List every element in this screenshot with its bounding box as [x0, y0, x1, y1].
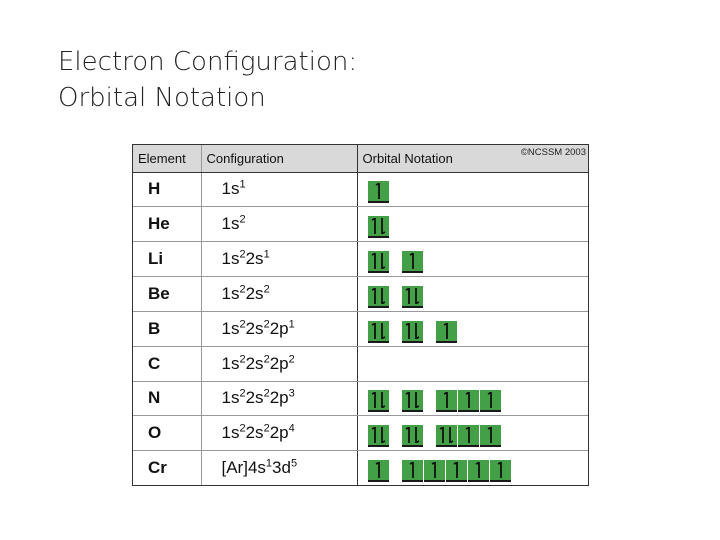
- spin-up-arrow-icon: [405, 427, 412, 443]
- subshell-orbitals: [402, 321, 424, 343]
- spin-down-arrow-icon: [379, 218, 386, 234]
- spin-down-arrow-icon: [379, 253, 386, 269]
- orbital-diagram: [368, 175, 589, 203]
- element-symbol: Cr: [133, 451, 201, 485]
- orbital-notation-cell: [357, 172, 588, 207]
- orbital-diagram: [368, 454, 589, 482]
- spin-up-arrow-icon: [497, 462, 504, 478]
- spin-up-arrow-icon: [371, 323, 378, 339]
- orbital-diagram: [368, 210, 589, 238]
- spin-up-arrow-icon: [439, 427, 446, 443]
- electron-count: 3: [288, 387, 295, 400]
- subshell-label: 2s: [245, 318, 264, 338]
- subshell-orbitals: [368, 390, 390, 412]
- orbital-notation-cell: [357, 242, 588, 277]
- subshell-label: 2s: [245, 283, 264, 303]
- spin-down-arrow-icon: [413, 323, 420, 339]
- orbital-box: [402, 251, 423, 273]
- spin-up-arrow-icon: [405, 288, 412, 304]
- orbital-notation-cell: [357, 311, 588, 346]
- configuration-cell: [201, 381, 357, 416]
- subshell-orbitals: [436, 425, 502, 447]
- spin-up-arrow-icon: [405, 392, 412, 408]
- subshell-orbitals: [436, 321, 458, 343]
- orbital-box: [402, 321, 423, 343]
- electron-count: 2: [263, 422, 270, 435]
- orbital-notation-cell: [357, 207, 588, 242]
- spin-up-arrow-icon: [375, 183, 382, 199]
- spin-up-arrow-icon: [409, 253, 416, 269]
- configuration-cell: [201, 242, 357, 277]
- spin-up-arrow-icon: [431, 462, 438, 478]
- orbital-box: [480, 425, 501, 447]
- orbital-box: [446, 460, 467, 482]
- subshell-orbitals: [402, 425, 424, 447]
- orbital-box: [458, 390, 479, 412]
- orbital-box: [368, 390, 389, 412]
- orbital-box: [368, 251, 389, 273]
- subshell-orbitals: [436, 390, 502, 412]
- orbital-box: [368, 460, 389, 482]
- orbital-notation-cell: [357, 451, 588, 485]
- orbital-diagram: [368, 384, 589, 412]
- copyright-note: ©NCSSM 2003: [520, 147, 586, 158]
- orbital-box: [368, 216, 389, 238]
- configuration-cell: [201, 277, 357, 312]
- subshell-label: 1s: [221, 423, 240, 443]
- element-symbol: N: [133, 381, 201, 416]
- element-symbol: Li: [133, 242, 201, 277]
- spin-up-arrow-icon: [487, 427, 494, 443]
- spin-up-arrow-icon: [443, 392, 450, 408]
- table-row: [133, 416, 588, 451]
- orbital-diagram: [368, 350, 589, 378]
- table-header-row: [133, 145, 588, 172]
- orbital-box: [368, 181, 389, 203]
- slide-title: [58, 44, 658, 116]
- spin-up-arrow-icon: [371, 288, 378, 304]
- spin-up-arrow-icon: [443, 323, 450, 339]
- header-element: Element: [133, 145, 201, 172]
- orbital-box: [480, 390, 501, 412]
- configuration-cell: [201, 416, 357, 451]
- orbital-box: [402, 286, 423, 308]
- table-row: [133, 311, 588, 346]
- spin-up-arrow-icon: [453, 462, 460, 478]
- orbital-diagram: [368, 245, 589, 273]
- table-row: [133, 242, 588, 277]
- spin-down-arrow-icon: [379, 323, 386, 339]
- subshell-label: 3d: [272, 458, 291, 478]
- orbital-notation-cell: [357, 277, 588, 312]
- orbital-notation-cell: [357, 346, 588, 381]
- configuration-cell: [201, 451, 357, 485]
- header-configuration: Configuration: [201, 145, 357, 172]
- subshell-orbitals: [368, 251, 390, 273]
- title-line-1: Electron Configuration:: [58, 47, 358, 77]
- orbital-box: [368, 286, 389, 308]
- table-row: [133, 451, 588, 485]
- subshell-label: 2s: [245, 388, 264, 408]
- spin-up-arrow-icon: [371, 427, 378, 443]
- electron-count: 1: [288, 318, 295, 331]
- electron-count: 2: [239, 387, 246, 400]
- title-line-2: Orbital Notation: [58, 83, 266, 113]
- spin-up-arrow-icon: [375, 462, 382, 478]
- orbital-notation-cell: [357, 416, 588, 451]
- orbital-box: [368, 321, 389, 343]
- electron-count: 2: [239, 283, 246, 296]
- orbital-diagram: [368, 280, 589, 308]
- subshell-label: 2p: [269, 353, 289, 373]
- orbital-box: [402, 425, 423, 447]
- subshell-orbitals: [368, 460, 390, 482]
- electron-count: 2: [239, 352, 246, 365]
- spin-down-arrow-icon: [413, 288, 420, 304]
- element-symbol: He: [133, 207, 201, 242]
- spin-up-arrow-icon: [371, 392, 378, 408]
- electron-count: 4: [288, 422, 295, 435]
- element-symbol: C: [133, 346, 201, 381]
- subshell-label: 2s: [245, 353, 264, 373]
- orbital-diagram: [368, 315, 589, 343]
- subshell-label: 1s: [221, 283, 240, 303]
- configuration-cell: [201, 207, 357, 242]
- orbital-notation-cell: [357, 381, 588, 416]
- subshell-orbitals: [368, 181, 390, 203]
- configuration-cell: [201, 172, 357, 207]
- configuration-cell: [201, 346, 357, 381]
- electron-count: 2: [239, 248, 246, 261]
- orbital-box: [402, 460, 423, 482]
- subshell-label: 1s: [221, 179, 240, 199]
- electron-count: 5: [290, 457, 298, 470]
- spin-down-arrow-icon: [379, 288, 386, 304]
- table-row: [133, 381, 588, 416]
- orbital-box: [458, 425, 479, 447]
- subshell-label: 2s: [245, 249, 264, 269]
- subshell-label: 1s: [221, 249, 240, 269]
- spin-up-arrow-icon: [487, 392, 494, 408]
- subshell-orbitals: [402, 286, 424, 308]
- spin-down-arrow-icon: [447, 427, 454, 443]
- subshell-orbitals: [368, 425, 390, 447]
- subshell-orbitals: [368, 286, 390, 308]
- electron-count: 1: [265, 457, 273, 470]
- table-row: [133, 207, 588, 242]
- electron-count: 2: [263, 283, 270, 296]
- subshell-orbitals: [402, 251, 424, 273]
- table-row: [133, 172, 588, 207]
- subshell-orbitals: [402, 390, 424, 412]
- electron-count: 1: [239, 178, 246, 191]
- element-symbol: Be: [133, 277, 201, 312]
- orbital-box: [436, 390, 457, 412]
- subshell-label: 2p: [269, 388, 289, 408]
- electron-count: 2: [263, 318, 270, 331]
- electron-count: 2: [263, 352, 270, 365]
- electron-configuration-table: [132, 144, 589, 486]
- spin-up-arrow-icon: [371, 218, 378, 234]
- subshell-label: 1s: [221, 388, 240, 408]
- electron-count: 2: [239, 213, 246, 226]
- element-symbol: O: [133, 416, 201, 451]
- spin-up-arrow-icon: [465, 427, 472, 443]
- header-orbital-notation: [357, 145, 588, 172]
- orbital-box: [402, 390, 423, 412]
- table-row: [133, 346, 588, 381]
- table-body: [133, 172, 588, 485]
- orbital-diagram: [368, 419, 589, 447]
- orbital-box: [436, 321, 457, 343]
- electron-count: 2: [239, 422, 246, 435]
- subshell-orbitals: [368, 321, 390, 343]
- subshell-label: 2p: [269, 423, 289, 443]
- subshell-label: 2p: [269, 318, 289, 338]
- subshell-label: [Ar]4s: [221, 458, 266, 478]
- element-symbol: B: [133, 311, 201, 346]
- subshell-label: 1s: [221, 214, 240, 234]
- orbital-box: [424, 460, 445, 482]
- element-symbol: H: [133, 172, 201, 207]
- electron-count: 2: [239, 318, 246, 331]
- orbital-box: [490, 460, 511, 482]
- header-orbital-label: Orbital Notation: [362, 150, 453, 166]
- spin-up-arrow-icon: [371, 253, 378, 269]
- spin-down-arrow-icon: [379, 392, 386, 408]
- electron-count: 1: [263, 248, 270, 261]
- spin-up-arrow-icon: [405, 323, 412, 339]
- subshell-label: 1s: [221, 353, 240, 373]
- spin-up-arrow-icon: [465, 392, 472, 408]
- spin-down-arrow-icon: [413, 392, 420, 408]
- table-row: [133, 277, 588, 312]
- subshell-label: 2s: [245, 423, 264, 443]
- electron-count: 2: [263, 387, 270, 400]
- spin-down-arrow-icon: [379, 427, 386, 443]
- orbital-box: [436, 425, 457, 447]
- subshell-label: 1s: [221, 318, 240, 338]
- electron-count: 2: [288, 352, 295, 365]
- spin-down-arrow-icon: [413, 427, 420, 443]
- orbital-box: [368, 425, 389, 447]
- subshell-orbitals: [368, 216, 390, 238]
- subshell-orbitals: [402, 460, 512, 482]
- configuration-cell: [201, 311, 357, 346]
- spin-up-arrow-icon: [475, 462, 482, 478]
- orbital-box: [468, 460, 489, 482]
- spin-up-arrow-icon: [409, 462, 416, 478]
